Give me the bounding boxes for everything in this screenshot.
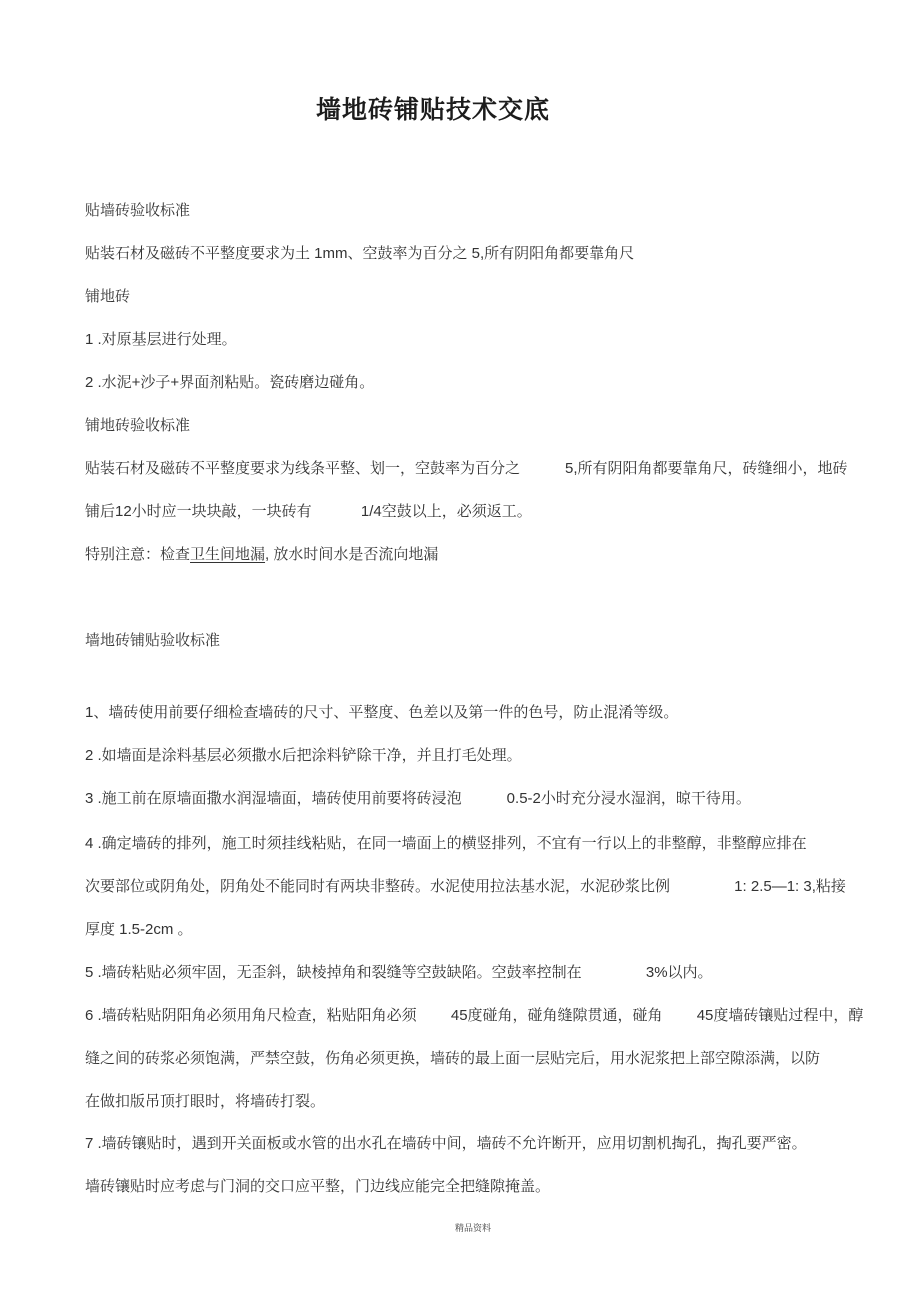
heading-wall-tile-acceptance: 贴墙砖验收标准: [85, 202, 191, 219]
document-title: 墙地砖铺贴技术交底: [315, 97, 550, 124]
item-floor-1: 1 .对原基层进行处理。: [85, 331, 237, 348]
item-floor-2: 2 .水泥+沙子+界面剂粘贴。瓷砖磨边碰角。: [85, 374, 375, 391]
heading-floor-tile-acceptance: 铺地砖验收标准: [85, 417, 191, 434]
item-wall-5: 5 .墙砖粘贴必须牢固，无歪斜，缺棱掉角和裂缝等空鼓缺陷。空鼓率控制在 3%以内。: [85, 964, 713, 981]
item-wall-6-line-3: 在做扣版吊顶打眼时，将墙砖打裂。: [85, 1093, 326, 1110]
item-wall-6-line-2: 缝之间的砖浆必须饱满，严禁空鼓，伤角必须更换，墙砖的最上面一层贴完后，用水泥浆把上部空隙添满，以防: [85, 1050, 821, 1067]
para-floor-flatness-2: 铺后12小时应一块块敲，一块砖有 1/4空鼓以上，必须返工。: [85, 503, 532, 520]
item-wall-7-line-2: 墙砖镶贴时应考虑与门洞的交口应平整，门边线应能完全把缝隙掩盖。: [85, 1178, 551, 1195]
special-note-suffix: , 放水时间水是否流向地漏: [265, 546, 439, 563]
heading-floor-tile: 铺地砖: [85, 288, 131, 305]
item-wall-3: 3 .施工前在原墙面撒水润湿墙面，墙砖使用前要将砖浸泡 0.5-2小时充分浸水湿润，晾干待用。: [85, 790, 751, 807]
special-note-prefix: 特别注意：检查: [85, 546, 191, 563]
item-wall-4-line-3: 厚度 1.5-2cm 。: [85, 921, 193, 938]
para-wall-tile-flatness: 贴装石材及磁砖不平整度要求为土 1mm、空鼓率为百分之 5,所有阴阳角都要靠角尺: [85, 245, 635, 262]
item-wall-7-line-1: 7 .墙砖镶贴时，遇到开关面板或水管的出水孔在墙砖中间，墙砖不允许断开，应用切割机掏孔，掏孔要严密。: [85, 1135, 807, 1152]
para-floor-flatness-1: 贴装石材及磁砖不平整度要求为线条平整、划一，空鼓率为百分之 5,所有阴阳角都要靠角尺，砖缝细小，地砖: [85, 460, 848, 477]
special-note-underlined: 卫生间地漏: [190, 546, 266, 563]
item-wall-6-line-1: 6 .墙砖粘贴阴阳角必须用角尺检查，粘贴阳角必须 45度碰角，碰角缝隙贯通，碰角 45度墙砖镶贴过程中，醇: [85, 1007, 864, 1024]
item-wall-1: 1、墙砖使用前要仔细检查墙砖的尺寸、平整度、色差以及第一件的色号，防止混淆等级。: [85, 704, 679, 721]
heading-wall-floor-acceptance: 墙地砖铺贴验收标准: [85, 632, 221, 649]
item-wall-2: 2 .如墙面是涂料基层必须撒水后把涂料铲除干净，并且打毛处理。: [85, 747, 522, 764]
item-wall-4-line-1: 4 .确定墙砖的排列，施工时须挂线粘贴，在同一墙面上的横竖排列，不宜有一行以上的非整醇，非整醇应排在: [85, 835, 807, 852]
special-note-line: [85, 544, 885, 565]
watermark-footer: 精品资料: [454, 1223, 491, 1233]
item-wall-4-line-2: 次要部位或阴角处，阴角处不能同时有两块非整砖。水泥使用拉法基水泥，水泥砂浆比例 1: 2.5—1: 3,粘接: [85, 878, 846, 895]
